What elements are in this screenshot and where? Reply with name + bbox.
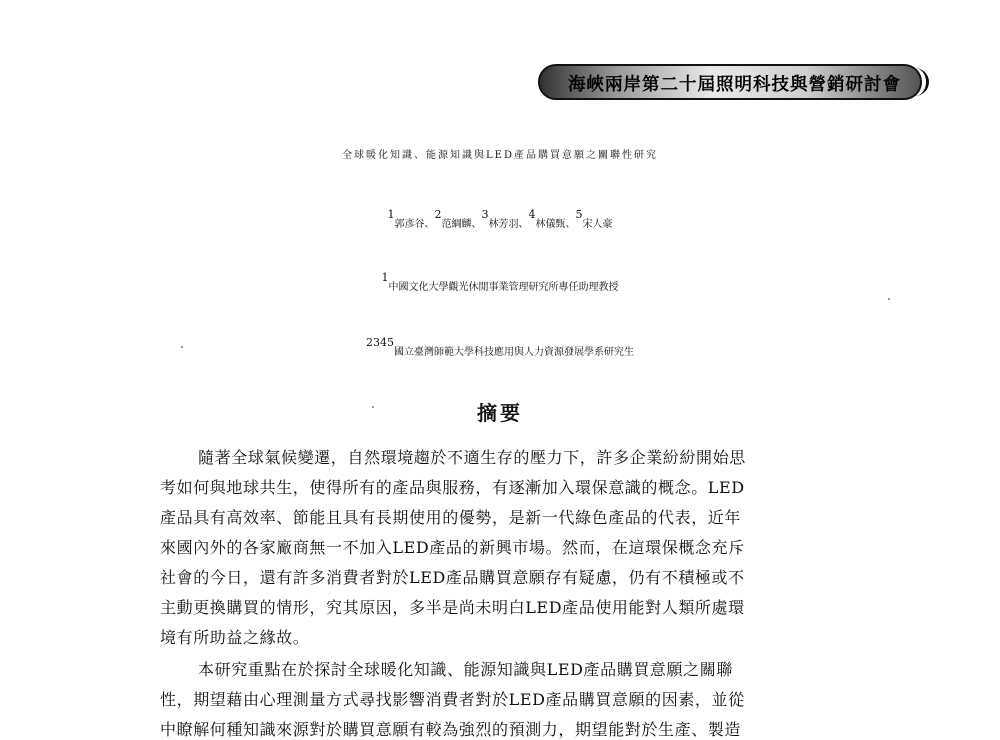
author-name: 郭彥谷 xyxy=(394,219,425,230)
affiliation-mark: 1 xyxy=(381,271,389,284)
abstract-heading: 摘要 xyxy=(477,401,523,425)
abstract-line: 來國內外的各家廠商無一不加入LED產品的新興市場。然而，在這環保概念充斥 xyxy=(160,538,745,557)
author-mark: 1 xyxy=(387,208,395,221)
author-separator: 、 xyxy=(518,219,529,230)
scan-speck xyxy=(181,346,183,348)
author-name: 林芳羽 xyxy=(488,219,519,230)
abstract-line: 境有所助益之緣故。 xyxy=(160,628,310,647)
abstract-line: 本研究重點在於探討全球暖化知識、能源知識與LED產品購買意願之關聯 xyxy=(198,660,733,679)
affiliation-text: 國立臺灣師範大學科技應用與人力資源發展學系研究生 xyxy=(394,347,634,358)
author-name: 宋人豪 xyxy=(582,219,613,230)
abstract-line: 性，期望藉由心理測量方式尋找影響消費者對於LED產品購買意願的因素，並從 xyxy=(160,690,745,709)
abstract-line: 中瞭解何種知識來源對於購買意願有較為強烈的預測力，期望能對於生產、製造 xyxy=(160,720,742,739)
author-name: 林儀甄 xyxy=(535,219,566,230)
author-mark: 5 xyxy=(575,208,583,221)
abstract-line: 隨著全球氣候變遷，自然環境趨於不適生存的壓力下，許多企業紛紛開始思 xyxy=(198,448,746,467)
conference-banner-text: 海峽兩岸第二十屆照明科技與營銷研討會 xyxy=(568,75,901,95)
banner-end-cap xyxy=(912,68,929,96)
abstract-line: 社會的今日，還有許多消費者對於LED產品購買意願存有疑慮，仍有不積極或不 xyxy=(160,568,745,587)
author-mark: 4 xyxy=(528,208,536,221)
abstract-line: 主動更換購買的情形，究其原因，多半是尚未明白LED產品使用能對人類所處環 xyxy=(160,598,745,617)
conference-banner xyxy=(538,64,922,100)
paper-title: 全球暖化知識、能源知識與LED產品購買意願之關聯性研究 xyxy=(342,150,658,161)
author-list xyxy=(0,208,1000,230)
author-name: 范綱麟 xyxy=(441,219,472,230)
scan-speck xyxy=(372,406,374,408)
abstract-line: 考如何與地球共生，使得所有的產品與服務，有逐漸加入環保意識的概念。LED xyxy=(160,478,745,497)
affiliation-1 xyxy=(0,271,1000,293)
author-mark: 3 xyxy=(481,208,489,221)
affiliation-mark: 2345 xyxy=(366,336,394,349)
author-mark: 2 xyxy=(434,208,442,221)
scan-speck xyxy=(888,298,890,300)
author-separator: 、 xyxy=(565,219,576,230)
author-separator: 、 xyxy=(471,219,482,230)
author-separator: 、 xyxy=(424,219,435,230)
affiliation-text: 中國文化大學觀光休閒事業管理研究所專任助理教授 xyxy=(388,282,619,293)
abstract-line: 產品具有高效率、節能且具有長期使用的優勢，是新一代綠色產品的代表，近年 xyxy=(160,508,742,527)
affiliation-2 xyxy=(0,336,1000,358)
